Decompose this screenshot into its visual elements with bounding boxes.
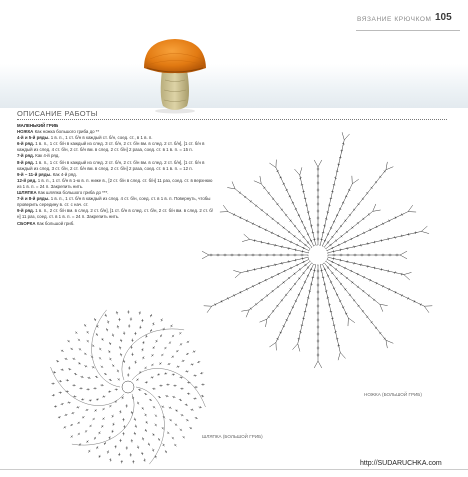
row-line: [17, 196, 213, 208]
row-text: 1 в. п., 1 ст. б/н в каждый ст. б/н, соед. ст., в 1 в. п.: [50, 135, 153, 141]
header-rule: [356, 30, 460, 31]
row-label: 7-й ряд.: [17, 153, 35, 159]
row-label: 7-й и 8-й ряды.: [17, 196, 50, 202]
instructions-text: [17, 123, 213, 227]
row-label: 9-й ряд.: [17, 208, 35, 214]
mushroom-photo: [135, 34, 215, 114]
row-text: 1 в. п., 2 ст. б/н вм. в след. 2 ст. б/н], [1 ст. б/н в след. ст. б/н, 2 ст. б/н вм. в след. 2 ст. б/н] 11 раз, соед. ст. в 1 в. п. = 24 п. Закрепить нить.: [17, 208, 213, 220]
row-text: Как 4-й ряд.: [35, 153, 60, 159]
row-line: [17, 208, 213, 220]
title-rule: [17, 119, 447, 120]
row-text: 1 в. п., 1 ст. б/н в каждый из след. 2 ст. б/н, 2 ст. б/н вм. в след. 2 ст. б/н], [1 ст. б/н в каждый из след. 3 ст. б/н, 2 ст. б/н вм. в след. 2 ст. б/н] 2 раза, соед. ст. в 1 в. п. = 12 п.: [17, 159, 205, 171]
small-mushroom-heading: МАЛЕНЬКИЙ ГРИБ: [17, 123, 59, 128]
row-label: 12-й ряд.: [17, 177, 37, 183]
watermark: http://SUDARUCHKA.com: [360, 460, 442, 467]
assembly-line: [17, 221, 213, 227]
row-text: Как 4-й ряд.: [52, 171, 77, 177]
row-text: 1 в. п., 1 ст. б/н в 1-ю в. п. ниже в., [2 ст. б/н в след. ст. б/н] 11 раз, соед. ст. в верхнюю из 1 в. п. = 24 п. Закрепить нить.: [17, 177, 213, 189]
cap-diagram-caption: ШЛЯПКА (БОЛЬШОЙ ГРИБ): [202, 434, 263, 439]
footer-rule: [0, 469, 468, 470]
row-line: [17, 160, 213, 172]
assembly-text: Как большой гриб.: [36, 220, 75, 226]
cap-heading: ШЛЯПКА: [17, 190, 37, 196]
stem-crochet-diagram: [200, 125, 468, 410]
stem-diagram-caption: НОЖКА (БОЛЬШОЙ ГРИБ): [364, 392, 422, 397]
stem-text: Как ножка большого гриба до **: [34, 129, 100, 135]
row-text: 1 в. п., 1 ст. б/н в каждый из след. 3 ст. б/н, 2 ст. б/н вм. в след. 2 ст. б/н], [1 ст. б/н в каждый из след. 4 ст. б/н, 2 ст. б/н вм. в след. 2 ст. б/н] 2 раза, соед. ст. в 1 в. п. = 15 п.: [17, 141, 205, 153]
page-header: [0, 0, 468, 38]
work-title: ОПИСАНИЕ РАБОТЫ: [17, 109, 98, 118]
cap-intro: Как шляпка большого гриба до ***.: [37, 190, 109, 196]
row-line: [17, 178, 213, 190]
cap-crochet-diagram: [40, 300, 215, 475]
row-label: 4-й и 5-й ряды.: [17, 135, 50, 141]
header-band: [0, 64, 468, 108]
page-number: 105: [435, 12, 452, 23]
row-label: 8-й ряд.: [17, 159, 35, 165]
row-line: [17, 141, 213, 153]
assembly-label: СБОРКА: [17, 220, 36, 226]
stem-label: НОЖКА: [17, 129, 34, 135]
section-label: ВЯЗАНИЕ КРЮЧКОМ: [357, 16, 432, 23]
row-label: 6-й ряд.: [17, 141, 35, 147]
row-text: 1 в. п., 1 ст. б/н в каждый из след. 4 ст. б/н, соед. ст. в 1 в. п. Повернуть, чтобы проверить середину в. ст. с нач. ст.: [17, 196, 211, 208]
row-label: 9-й – 11-й ряды.: [17, 171, 52, 177]
